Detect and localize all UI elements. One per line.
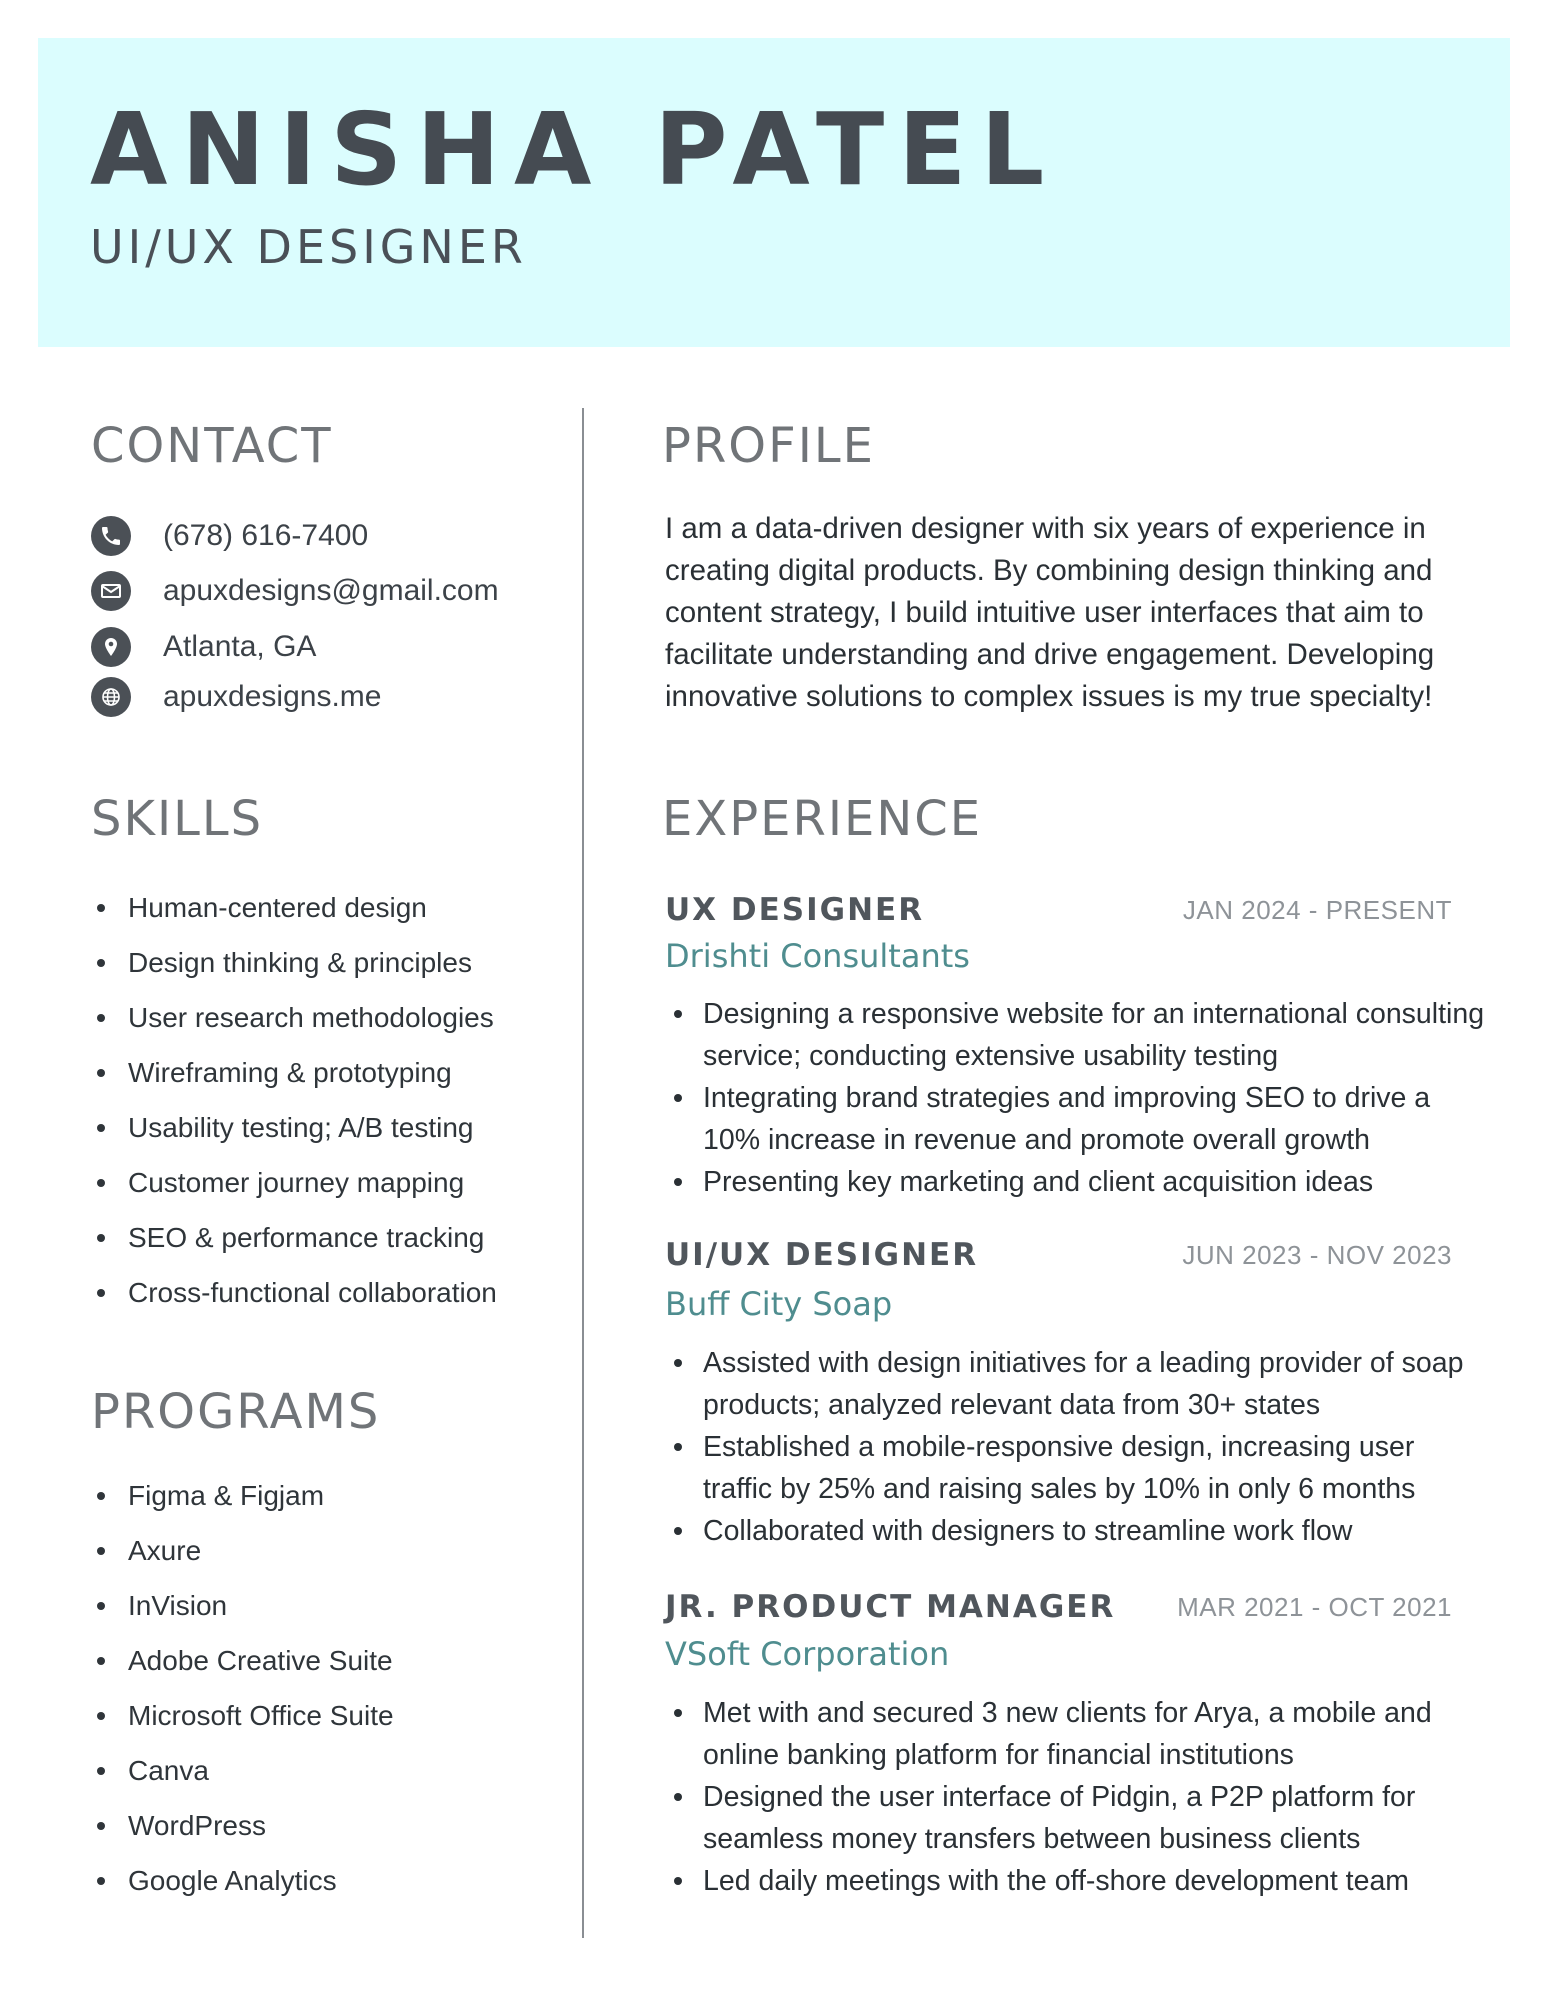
contact-phone xyxy=(91,515,368,557)
job-dates: JUN 2023 - NOV 2023 xyxy=(1182,1240,1452,1270)
profile-heading: PROFILE xyxy=(662,418,875,474)
candidate-name: ANISHA PATEL xyxy=(90,91,1059,208)
location-text: Atlanta, GA xyxy=(163,630,317,663)
header-banner xyxy=(38,38,1510,347)
list-item: Usability testing; A/B testing xyxy=(91,1100,497,1155)
list-item: Designing a responsive website for an international consulting service; conducting extensive usability testing xyxy=(665,993,1485,1077)
email-address[interactable]: apuxdesigns@gmail.com xyxy=(163,574,499,607)
list-item: Design thinking & principles xyxy=(91,935,497,990)
phone-icon xyxy=(91,516,131,556)
company-name: Drishti Consultants xyxy=(665,937,970,975)
candidate-title: UI/UX DESIGNER xyxy=(90,220,527,274)
list-item: Led daily meetings with the off-shore development team xyxy=(665,1860,1485,1902)
list-item: User research methodologies xyxy=(91,990,497,1045)
list-item: Established a mobile-responsive design, increasing user traffic by 25% and raising sales by 10% in only 6 months xyxy=(665,1426,1485,1510)
experience-heading: EXPERIENCE xyxy=(662,791,983,847)
job-title: UI/UX DESIGNER xyxy=(665,1237,979,1273)
list-item: Figma & Figjam xyxy=(91,1468,394,1523)
job-dates: MAR 2021 - OCT 2021 xyxy=(1177,1592,1452,1622)
list-item: Customer journey mapping xyxy=(91,1155,497,1210)
contact-email xyxy=(91,570,499,612)
skills-heading: SKILLS xyxy=(91,791,264,847)
profile-summary: I am a data-driven designer with six years of experience in creating digital products. By combining design thinking and content strategy, I build intuitive user interfaces that aim to facilitate understanding and drive engagement. Developing innovative solutions to complex issues is my true specialty! xyxy=(665,512,1435,713)
list-item: Wireframing & prototyping xyxy=(91,1045,497,1100)
email-icon xyxy=(91,571,131,611)
globe-icon xyxy=(91,677,131,717)
list-item: SEO & performance tracking xyxy=(91,1210,497,1265)
skills-list xyxy=(91,880,497,1320)
location-icon xyxy=(91,627,131,667)
list-item: Met with and secured 3 new clients for Arya, a mobile and online banking platform for financial institutions xyxy=(665,1692,1485,1776)
list-item: Human-centered design xyxy=(91,880,497,935)
list-item: Cross-functional collaboration xyxy=(91,1265,497,1320)
list-item: Canva xyxy=(91,1743,394,1798)
programs-heading: PROGRAMS xyxy=(91,1384,381,1440)
company-name: Buff City Soap xyxy=(665,1285,893,1323)
contact-location xyxy=(91,626,316,668)
contact-heading: CONTACT xyxy=(91,418,333,474)
list-item: Axure xyxy=(91,1523,394,1578)
column-divider xyxy=(582,408,584,1938)
list-item: Adobe Creative Suite xyxy=(91,1633,394,1688)
list-item: Presenting key marketing and client acquisition ideas xyxy=(665,1161,1485,1203)
list-item: Assisted with design initiatives for a leading provider of soap products; analyzed relevant data from 30+ states xyxy=(665,1342,1485,1426)
contact-website xyxy=(91,676,381,718)
website-link[interactable]: apuxdesigns.me xyxy=(163,680,382,713)
list-item: Microsoft Office Suite xyxy=(91,1688,394,1743)
list-item: Integrating brand strategies and improving SEO to drive a 10% increase in revenue and promote overall growth xyxy=(665,1077,1485,1161)
list-item: WordPress xyxy=(91,1798,394,1853)
programs-list xyxy=(91,1468,394,1908)
job-bullets xyxy=(665,1342,1485,1552)
job-dates: JAN 2024 - PRESENT xyxy=(1182,895,1452,925)
list-item: Designed the user interface of Pidgin, a P2P platform for seamless money transfers between business clients xyxy=(665,1776,1485,1860)
phone-number: (678) 616-7400 xyxy=(163,519,369,552)
job-title: JR. PRODUCT MANAGER xyxy=(665,1589,1116,1625)
job-bullets xyxy=(665,1692,1485,1902)
list-item: Google Analytics xyxy=(91,1853,394,1908)
company-name: VSoft Corporation xyxy=(665,1635,950,1673)
list-item: Collaborated with designers to streamline work flow xyxy=(665,1510,1485,1552)
job-bullets xyxy=(665,993,1485,1203)
job-title: UX DESIGNER xyxy=(665,892,925,928)
list-item: InVision xyxy=(91,1578,394,1633)
